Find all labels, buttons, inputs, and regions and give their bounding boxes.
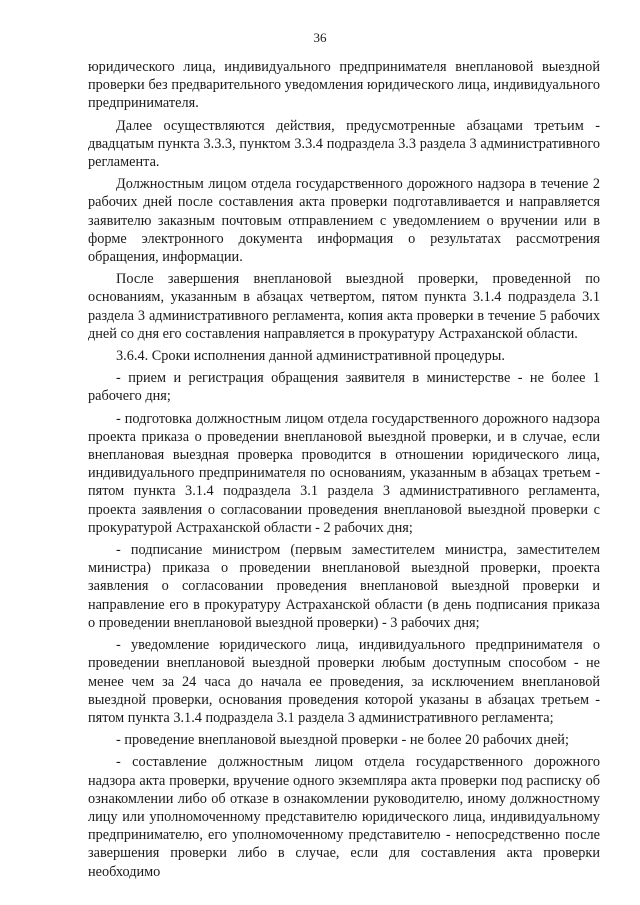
paragraph: После завершения внеплановой выездной проверки, проведенной по основаниям, указанным в абзацах четвертом, пятом пункта 3.1.4 подраздела 3.1 раздела 3 административного регламента, копия акта проверки в течение 5 рабочих дней со дня его составления направляется в прокуратуру Астраханской области. [88, 271, 600, 342]
page-number: 36 [313, 30, 327, 45]
paragraph: Должностным лицом отдела государственного дорожного надзора в течение 2 рабочих дней после составления акта проверки подготавливается и направляется заявителю заказным почтовым отправлением с уведомлением о вручении или в форме электронного документа информация о результатах рассмотрения обращения, информации. [88, 176, 600, 266]
list-item: - подписание министром (первым заместителем министра, заместителем министра) приказа о проведении внеплановой выездной проверки, проекта заявления о согласовании проведения внеплановой выездной проверки и направление его в прокуратуру Астраханской области (в день подписания приказа о проведении внеплановой выездной проверки) - 3 рабочих дня; [88, 542, 600, 631]
document-body [88, 58, 600, 881]
list-item: - уведомление юридического лица, индивидуального предпринимателя о проведении внеплановой выездной проверки любым доступным способом - не менее чем за 24 часа до начала ее проведения, за исключением внеплановой выездной проверки, основания проведения которой указаны в абзацах третьем - пятом пункта 3.1.4 подраздела 3.1 раздела 3 административного регламента; [88, 637, 600, 726]
list-item: - прием и регистрация обращения заявителя в министерстве - не более 1 рабочего дня; [88, 370, 600, 405]
list-item: - проведение внеплановой выездной проверки - не более 20 рабочих дней; [116, 732, 569, 749]
list-item: - подготовка должностным лицом отдела государственного дорожного надзора проекта приказа о проведении внеплановой выездной проверки, и в случае, если внеплановая выездная проверка проводится в отношении юридического лица, индивидуального предпринимателя по основаниям, указанным в абзацах третьем - пятом пункта 3.1.4 подраздела 3.1 раздела 3 административного регламента, проекта заявления о согласовании проведения внеплановой выездной проверки с прокуратурой Астраханской области - 2 рабочих дня; [88, 410, 600, 536]
list-item: - составление должностным лицом отдела государственного дорожного надзора акта проверки, вручение одного экземпляра акта проверки под расписку об ознакомлении либо об отказе в ознакомлении руководителю, иному должностному лицу или уполномоченному представителю юридического лица, индивидуальному предпринимателю, его уполномоченному представителю - непосредственно после завершения проверки либо в случае, если для составления акта проверки необходимо [88, 754, 600, 880]
paragraph: Далее осуществляются действия, предусмотренные абзацами третьим - двадцатым пункта 3.3.3, пунктом 3.3.4 подраздела 3.3 раздела 3 административного регламента. [88, 117, 600, 171]
paragraph-continuation: юридического лица, индивидуального предпринимателя внеплановой выездной проверки без предварительного уведомления юридического лица, индивидуального предпринимателя. [88, 59, 600, 112]
section-heading: 3.6.4. Сроки исполнения данной административной процедуры. [116, 348, 505, 365]
